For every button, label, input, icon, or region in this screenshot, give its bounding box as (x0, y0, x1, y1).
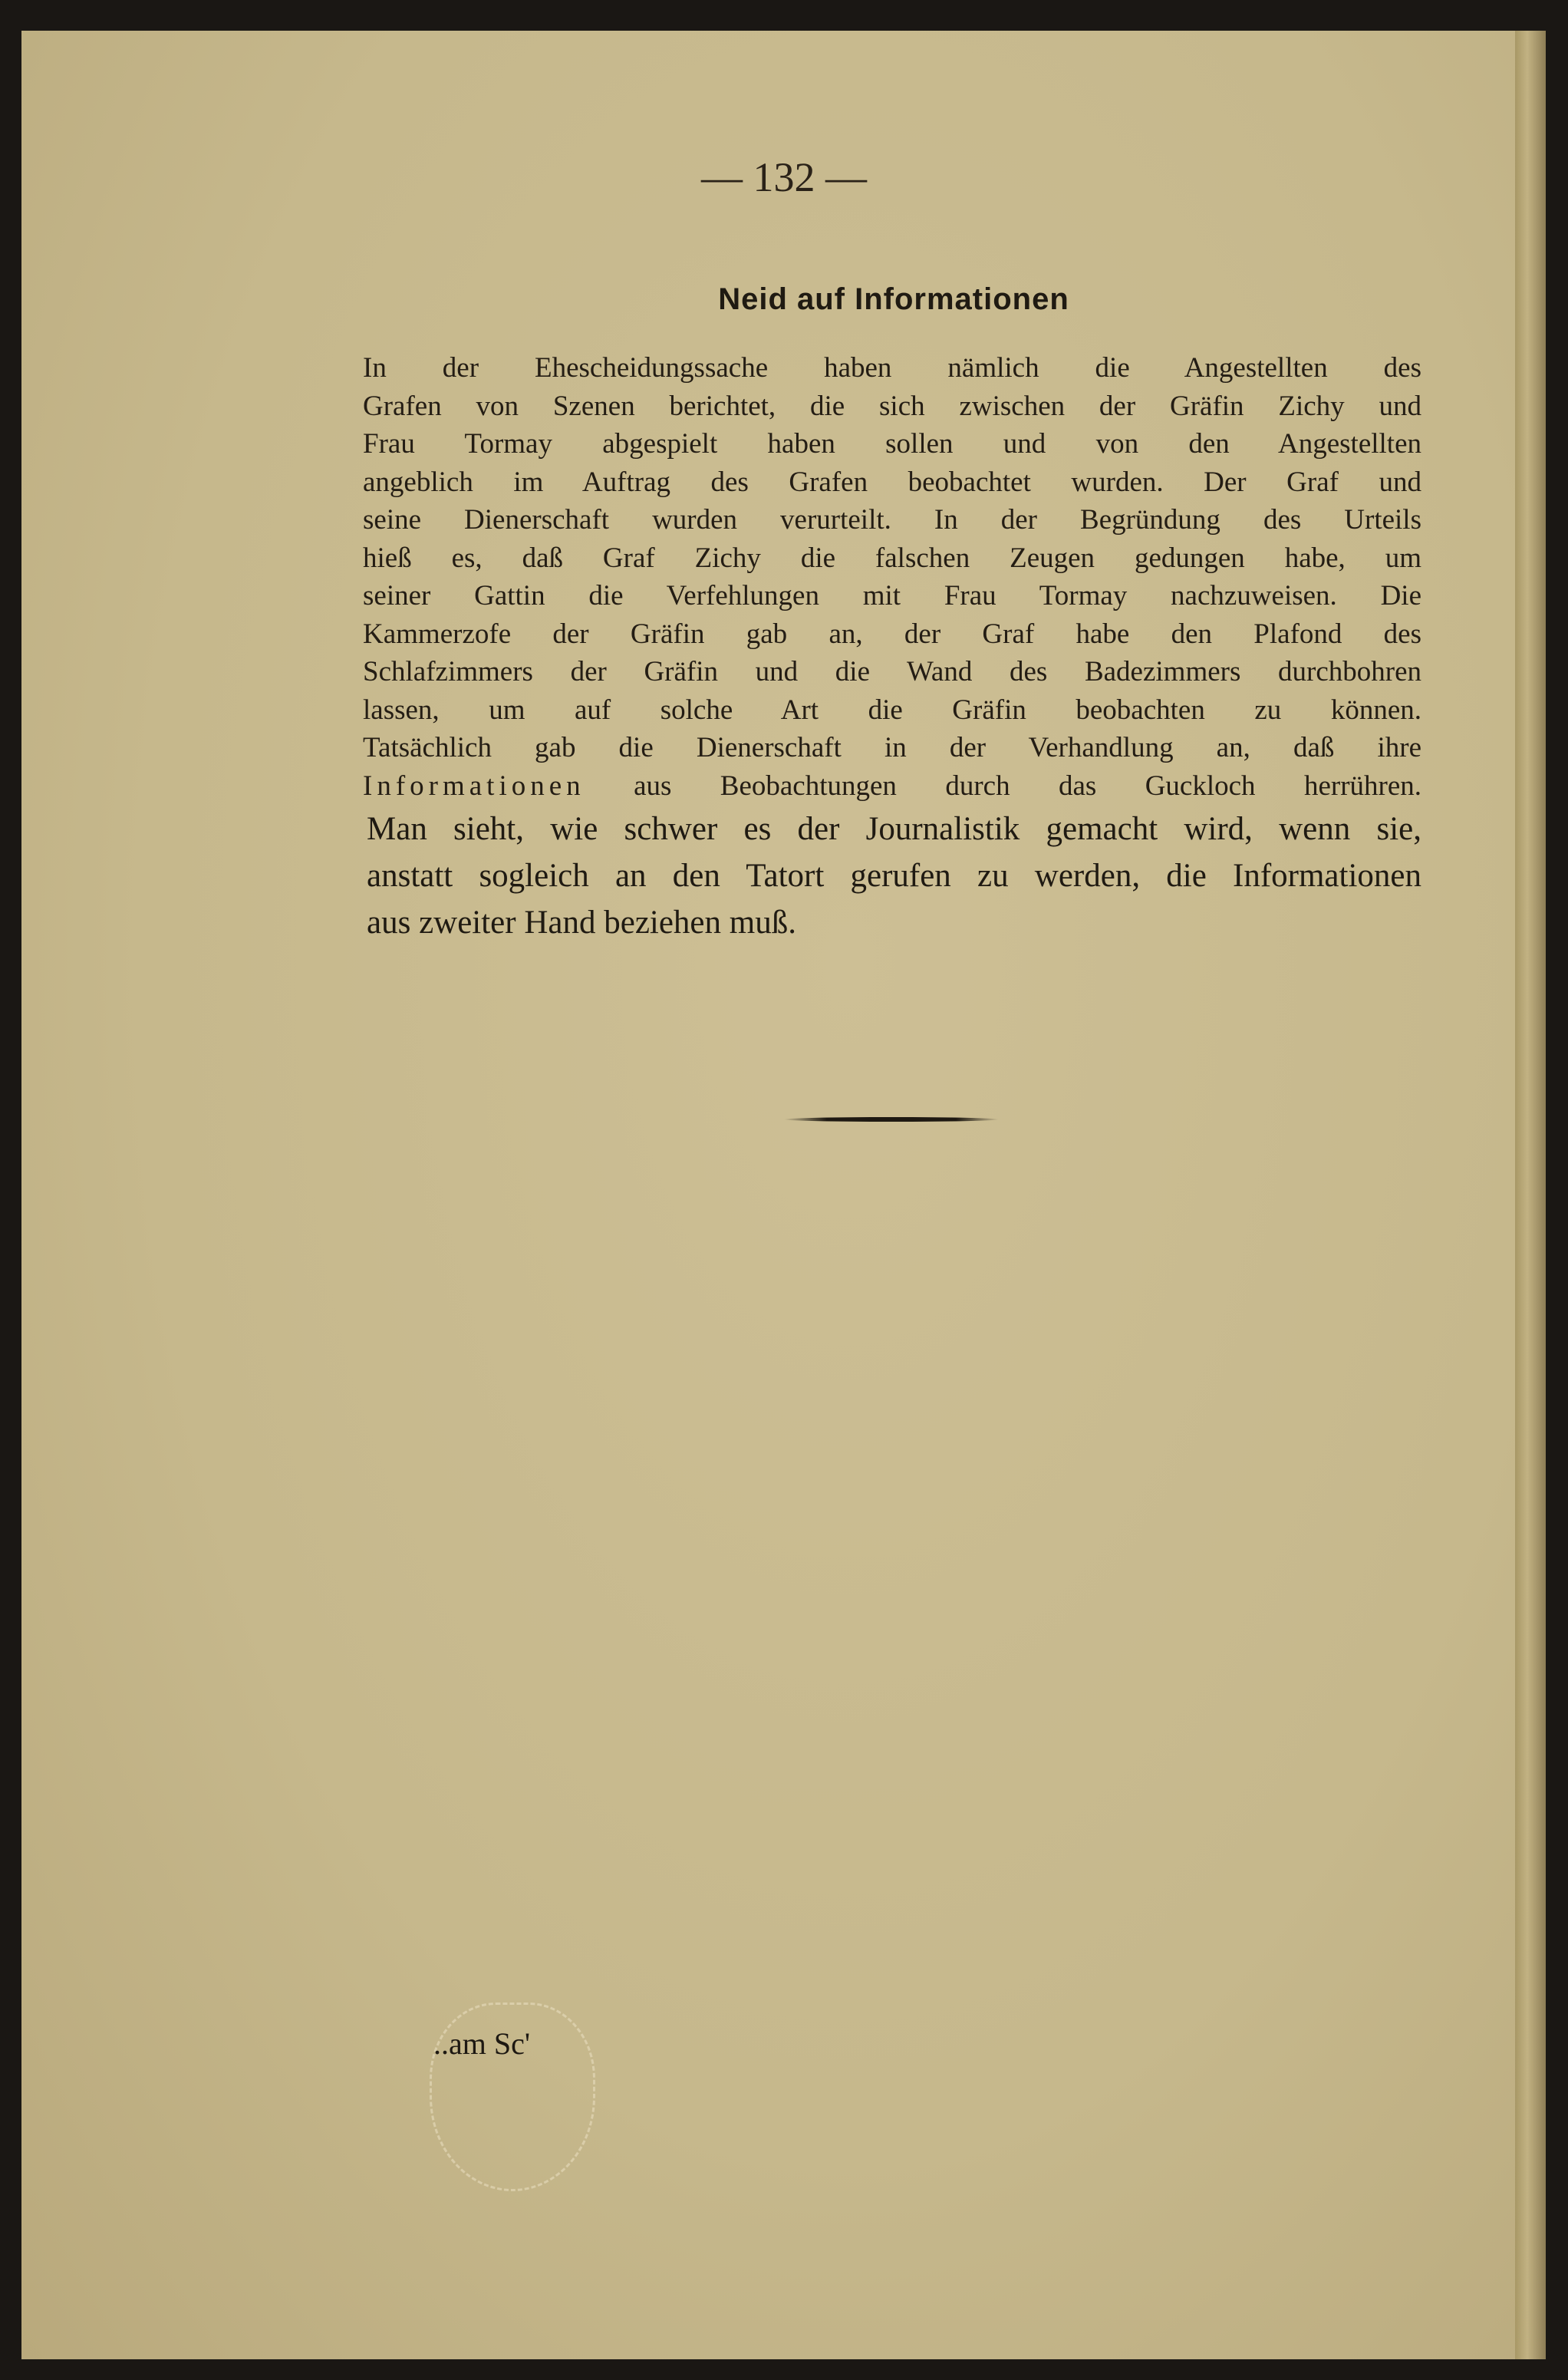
text-line: In der Ehescheidungssache haben nämlich die Angestellten des (363, 352, 1421, 384)
page-number: — 132 — (701, 154, 867, 200)
text-line: anstatt sogleich an den Tatort gerufen zu werden, die Informationen (367, 858, 1421, 894)
text-line: hieß es, daß Graf Zichy die falschen Zeugen gedungen habe, um (363, 542, 1421, 574)
show-through-text: ..am Sc' (433, 2026, 531, 2061)
text-line: Schlafzimmers der Gräfin und die Wand des Badezimmers durchbohren (363, 656, 1421, 687)
text-fragment: aus Beobachtungen durch das Guckloch herrühren. (634, 770, 1422, 802)
paragraph-2 (367, 806, 1421, 946)
text-line: Tatsächlich gab die Dienerschaft in der Verhandlung an, daß ihre (363, 732, 1421, 763)
text-line: angeblich im Auftrag des Grafen beobachtet wurden. Der Graf und (363, 466, 1421, 498)
text-line: seiner Gattin die Verfehlungen mit Frau Tormay nachzuweisen. Die (363, 580, 1421, 611)
text-line-last (363, 767, 1421, 806)
text-line: aus zweiter Hand beziehen muß. (367, 905, 796, 941)
page-edge-shadow (1515, 31, 1546, 2359)
text-line: Grafen von Szenen berichtet, die sich zwischen der Gräfin Zichy und (363, 390, 1421, 422)
text-line: Man sieht, wie schwer es der Journalistik gemacht wird, wenn sie, (367, 811, 1421, 847)
text-line: seine Dienerschaft wurden verurteilt. In der Begründung des Urteils (363, 504, 1421, 536)
text-line: Frau Tormay abgespielt haben sollen und von den Angestellten (363, 428, 1421, 460)
paragraph-1 (363, 349, 1421, 805)
section-heading: Neid auf Informationen (718, 282, 1069, 316)
emphasized-word: Informationen (363, 770, 585, 802)
text-line: lassen, um auf solche Art die Gräfin beobachten zu können. (363, 694, 1421, 726)
text-line: Kammerzofe der Gräfin gab an, der Graf habe den Plafond des (363, 618, 1421, 650)
section-divider (784, 1117, 999, 1122)
